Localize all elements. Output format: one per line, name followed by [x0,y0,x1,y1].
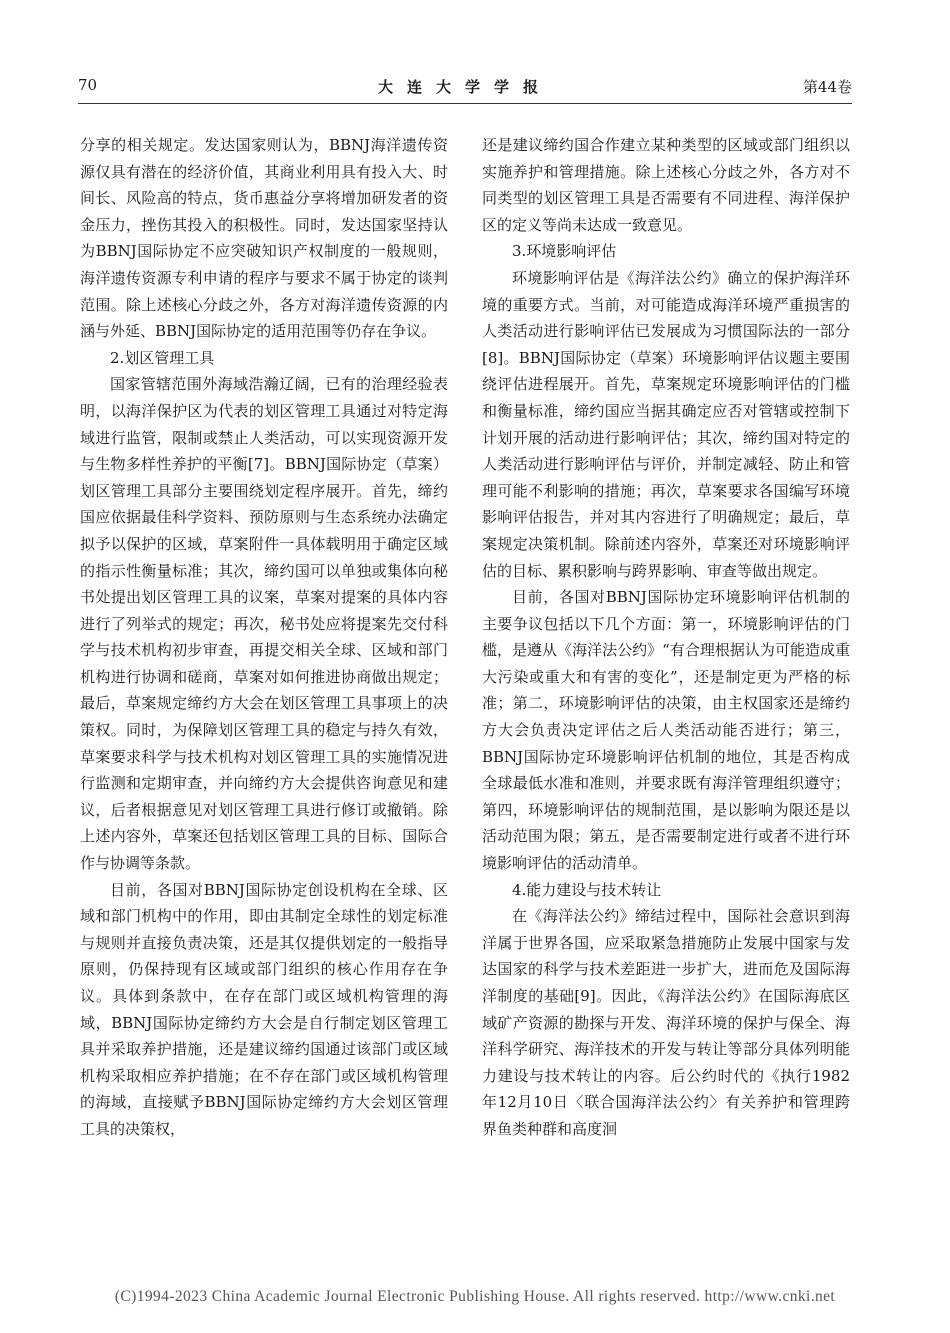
section-heading: 4.能力建设与技术转让 [512,880,662,899]
copyright-footer: (C)1994-2023 China Academic Journal Electronic Publishing House. All rights reserved. http://www.cnki.net [114,1288,836,1305]
journal-title: 大连大学学报 [377,78,552,96]
section-heading: 2.划区管理工具 [110,348,215,367]
paragraph: 目前，各国对BBNJ国际协定环境影响评估机制的主要争议包括以下几个方面：第一，环境影响评估的门槛，是遵从《海洋法公约》“有合理根据认为可能造成重大污染或重大和有害的变化”，还是制定更为严格的标准；第二，环境影响评估的决策，由主权国家还是缔约方大会负责决定评估之后人类活动能否进行；第三，BBNJ国际协定环境影响评估机制的地位，其是否构成全球最低水准和准则，并要求既有海洋管理组织遵守；第四，环境影响评估的规制范围，是以影响为限还是以活动范围为限；第五，是否需要制定进行或者不进行环境影响评估的活动清单。 [482,588,850,873]
page-number: 70 [78,76,98,94]
right-column [482,132,850,1143]
paragraph: 环境影响评估是《海洋法公约》确立的保护海洋环境的重要方式。当前，对可能造成海洋环境严重损害的人类活动进行影响评估已发展成为习惯国际法的一部分[8]。BBNJ国际协定（草案）环境影响评估议题主要围绕评估进程展开。首先，草案规定环境影响评估的门槛和衡量标准，缔约国应当据其确定应否对管辖或控制下计划开展的活动进行影响评估；其次，缔约国对特定的人类活动进行影响评估与评价，并制定减轻、防止和管理可能不利影响的措施；再次，草案要求各国编写环境影响评估报告，并对其内容进行了明确规定；最后，草案规定决策机制。除前述内容外，草案还对环境影响评估的目标、累积影响与跨界影响、审查等做出规定。 [482,268,850,580]
paragraph-continuation: 分享的相关规定。发达国家则认为，BBNJ海洋遗传资源仅具有潜在的经济价值，其商业利用具有投入大、时间长、风险高的特点，货币惠益分享将增加研发者的资金压力，挫伤其投入的积极性。同时，发达国家坚持认为BBNJ国际协定不应突破知识产权制度的一般规则，海洋遗传资源专利申请的程序与要求不属于协定的谈判范围。除上述核心分歧之外，各方对海洋遗传资源的内涵与外延、BBNJ国际协定的适用范围等仍存在争议。 [80,136,448,341]
paragraph: 国家管辖范围外海域浩瀚辽阔，已有的治理经验表明，以海洋保护区为代表的划区管理工具通过对特定海域进行监管，限制或禁止人类活动，可以实现资源开发与生物多样性养护的平衡[7]。BBNJ国际协定（草案）划区管理工具部分主要围绕划定程序展开。首先，缔约国应依据最佳科学资料、预防原则与生态系统办法确定拟予以保护的区域，草案附件一具体载明用于确定区域的指示性衡量标准；其次，缔约国可以单独或集体向秘书处提出划区管理工具的议案，草案对提案的具体内容进行了列举式的规定；再次，秘书处应将提案先交付科学与技术机构初步审查，再提交相关全球、区域和部门机构进行协调和磋商，草案对如何推进协商做出规定；最后，草案规定缔约方大会在划区管理工具事项上的决策权。同时，为保障划区管理工具的稳定与持久有效，草案要求科学与技术机构对划区管理工具的实施情况进行监测和定期审查，并向缔约方大会提供咨询意见和建议，后者根据意见对划区管理工具进行修订或撤销。除上述内容外，草案还包括划区管理工具的目标、国际合作与协调等条款。 [80,375,448,873]
paragraph: 在《海洋法公约》缔结过程中，国际社会意识到海洋属于世界各国，应采取紧急措施防止发展中国家与发达国家的科学与技术差距进一步扩大，进而危及国际海洋制度的基础[9]。因此，《海洋法公约》在国际海底区域矿产资源的勘探与开发、海洋环境的保护与保全、海洋科学研究、海洋技术的开发与转让等部分具体列明能力建设与技术转让的内容。后公约时代的《执行1982年12月10日〈联合国海洋法公约〉有关养护和管理跨界鱼类种群和高度洄 [482,907,850,1138]
header-rule [78,103,852,104]
section-heading: 3.环境影响评估 [512,242,617,261]
running-header [78,76,852,102]
volume-number: 第44卷 [802,78,852,96]
left-column [80,132,448,1143]
paragraph-continuation: 还是建议缔约国合作建立某种类型的区域或部门组织以实施养护和管理措施。除上述核心分歧之外，各方对不同类型的划区管理工具是否需要有不同进程、海洋保护区的定义等尚未达成一致意见。 [482,136,850,234]
paragraph: 目前，各国对BBNJ国际协定创设机构在全球、区域和部门机构中的作用，即由其制定全球性的划定标准与规则并直接负责决策，还是其仅提供划定的一般指导原则，仍保持现有区域或部门组织的核心作用存在争议。具体到条款中，在存在部门或区域机构管理的海域，BBNJ国际协定缔约方大会是自行制定划区管理工具并采取养护措施，还是建议缔约国通过该部门或区域机构采取相应养护措施；在不存在部门或区域机构管理的海域，直接赋予BBNJ国际协定缔约方大会划区管理工具的决策权， [80,880,448,1138]
